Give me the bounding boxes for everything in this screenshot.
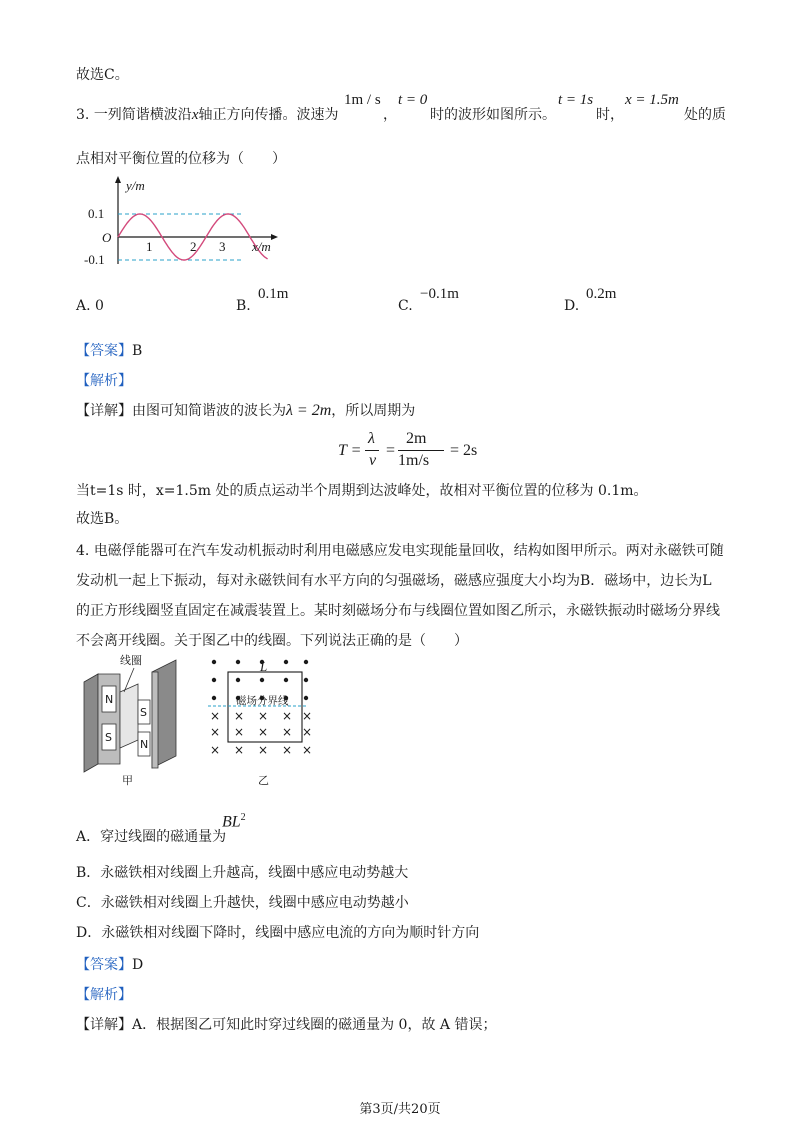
field-out-dot-icon	[260, 678, 264, 682]
q3-stem-line2: 点相对平衡位置的位移为（ ）	[76, 151, 286, 167]
q3-t1: t = 1s	[558, 92, 594, 108]
field-in-cross-icon: ×	[210, 743, 221, 757]
side-length-label: L	[260, 659, 268, 674]
tick-2-label: 2	[190, 239, 197, 254]
q3-number: 3.	[76, 107, 90, 123]
tick-1-label: 1	[146, 239, 153, 254]
field-in-cross-icon: ×	[302, 743, 313, 757]
field-out-dot-icon	[304, 678, 308, 682]
q4-option-d: D．永磁铁相对线圈下降时，线圈中感应电流的方向为顺时针方向	[76, 925, 480, 941]
tick-3-label: 3	[219, 239, 226, 254]
x-axis-label: x/m	[252, 239, 271, 254]
option-a: A. 0	[76, 298, 104, 314]
field-in-cross-icon: ×	[210, 709, 221, 723]
q4-stem-line1: 4. 电磁俘能器可在汽车发动机振动时利用电磁感应发电实现能量回收，结构如图甲所示。两对永磁铁可随	[76, 543, 724, 559]
page-footer: 第3页/共20页	[359, 1102, 441, 1117]
q4-answer: 【答案】D	[76, 957, 144, 973]
q3-analysis-tag: 【解析】	[76, 373, 132, 389]
q4-option-a: A．穿过线圈的磁通量为	[76, 829, 227, 845]
field-in-cross-icon: ×	[258, 725, 269, 739]
field-in-cross-icon: ×	[282, 725, 293, 739]
q4-analysis-tag: 【解析】	[76, 987, 132, 1003]
q4-stem-line2: 发动机一起上下振动，每对永磁铁间有水平方向的匀强磁场，磁感应强度大小均为B．磁场中，边长为L	[76, 573, 712, 589]
field-out-dot-icon	[304, 660, 308, 664]
q4-option-c: C．永磁铁相对线圈上升越快，线圈中感应电动势越小	[76, 895, 409, 911]
field-in-cross-icon: ×	[282, 743, 293, 757]
field-out-dot-icon	[236, 678, 240, 682]
q3-xpos: x = 1.5m	[625, 92, 679, 108]
q3-detail-line: 【详解】由图可知简谐波的波长为λ = 2m，所以周期为	[76, 402, 416, 419]
option-d-value: 0.2m	[586, 286, 617, 302]
option-c-letter: C.	[398, 298, 413, 314]
q4-stem-line4: 不会离开线圈。关于图乙中的线圈。下列说法正确的是（ ）	[76, 633, 468, 649]
q3-answer: 【答案】B	[76, 343, 143, 359]
field-out-dot-icon	[304, 696, 308, 700]
option-b-value: 0.1m	[258, 286, 289, 302]
q3-conclusion: 故选B。	[76, 511, 129, 527]
option-d-letter: D.	[564, 298, 580, 314]
x-axis-arrow-icon	[271, 234, 278, 240]
y-axis-label: y/m	[126, 178, 145, 193]
field-in-cross-icon: ×	[258, 743, 269, 757]
magnet-n1: N	[105, 693, 114, 706]
q4-stem-line3: 的正方形线圈竖直固定在减震装置上。某时刻磁场分布与线圈位置如图乙所示，永磁铁振动时磁场分界线	[76, 603, 720, 619]
field-out-dot-icon	[236, 660, 240, 664]
q3-t0: t = 0	[398, 92, 428, 108]
field-in-cross-icon: ×	[302, 725, 313, 739]
flux-expr: $BL^2$	[222, 812, 246, 831]
prev-conclusion: 故选C。	[76, 67, 129, 83]
amp-pos-label: 0.1	[88, 206, 105, 221]
field-out-dot-icon	[212, 678, 216, 682]
boundary-label: 磁场分界线	[236, 695, 289, 707]
q4-option-b: B．永磁铁相对线圈上升越高，线圈中感应电动势越大	[76, 865, 409, 881]
field-in-cross-icon: ×	[234, 743, 245, 757]
magnet-s1: S	[140, 706, 147, 719]
caption-yi: 乙	[258, 774, 269, 787]
field-out-dot-icon	[212, 660, 216, 664]
magnet-s2: S	[105, 731, 112, 744]
field-in-cross-icon: ×	[210, 725, 221, 739]
option-b-letter: B.	[236, 298, 251, 314]
field-in-cross-icon: ×	[302, 709, 313, 723]
field-out-dot-icon	[212, 696, 216, 700]
field-out-dot-icon	[284, 678, 288, 682]
field-in-cross-icon: ×	[234, 725, 245, 739]
q3-explain: 当t=1s 时，x=1.5m 处的质点运动半个周期到达波峰处，故相对平衡位置的位移为 0.1m。	[76, 483, 648, 499]
q4-detail: 【详解】A．根据图乙可知此时穿过线圈的磁通量为 0，故 A 错误；	[76, 1017, 497, 1033]
option-c-value: −0.1m	[420, 286, 459, 302]
figure-jia	[80, 652, 200, 792]
figure-yi	[200, 654, 320, 788]
field-in-cross-icon: ×	[282, 709, 293, 723]
caption-jia: 甲	[122, 774, 133, 787]
origin-label: O	[102, 230, 112, 245]
wavelength-expr: λ = 2m	[286, 402, 332, 419]
amp-neg-label: -0.1	[84, 252, 105, 267]
q3-speed: 1m / s	[344, 92, 381, 108]
field-in-cross-icon: ×	[234, 709, 245, 723]
magnet-n2: N	[140, 738, 149, 751]
q3-stem-line1: 3. 一列简谐横波沿x轴正方向传播。波速为	[76, 107, 339, 123]
field-out-dot-icon	[284, 660, 288, 664]
coil-label: 线圈	[120, 654, 142, 667]
field-in-cross-icon: ×	[258, 709, 269, 723]
wave-graph	[84, 172, 288, 272]
y-axis-arrow-icon	[115, 176, 121, 183]
